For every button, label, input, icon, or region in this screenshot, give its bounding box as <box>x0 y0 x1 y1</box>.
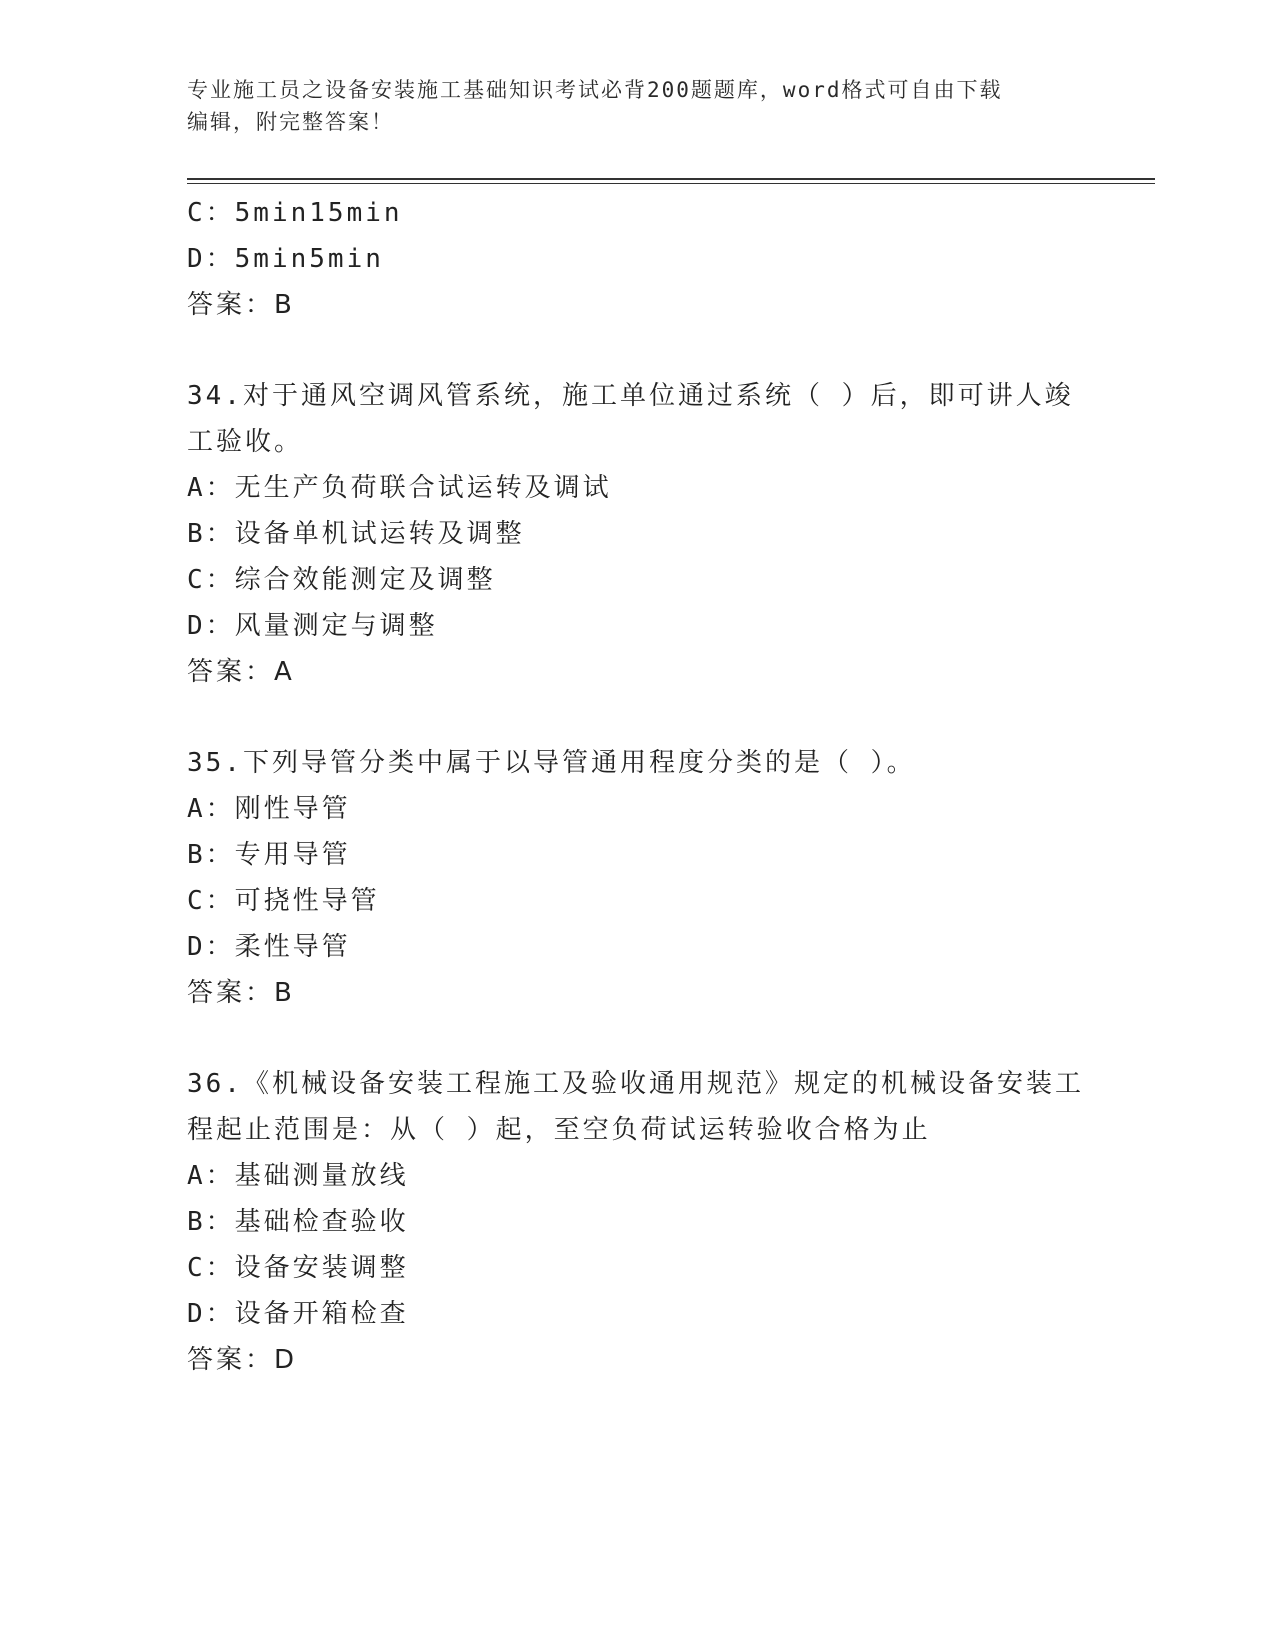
document-header <box>187 74 1087 138</box>
option-d: D：设备开箱检查 <box>187 1299 409 1329</box>
option-c: C：综合效能测定及调整 <box>187 565 496 595</box>
question-stem-line-1: 36.《机械设备安装工程施工及验收通用规范》规定的机械设备安装工 <box>187 1069 1084 1099</box>
header-title-line-1: 专业施工员之设备安装施工基础知识考试必背200题题库，word格式可自由下载 <box>187 78 1003 102</box>
header-divider-thick <box>187 178 1155 180</box>
question-list <box>187 190 1087 1383</box>
option-b: B：设备单机试运转及调整 <box>187 519 525 549</box>
header-divider-thin <box>187 183 1155 184</box>
answer: 答案：B <box>187 290 295 320</box>
option-a: A：基础测量放线 <box>187 1161 409 1191</box>
question-34 <box>187 373 1087 695</box>
option-d: D：5min5min <box>187 244 384 274</box>
question-stem-line-1: 34.对于通风空调风管系统，施工单位通过系统（ ）后，即可讲人竣 <box>187 381 1074 411</box>
question-stem-line-1: 35.下列导管分类中属于以导管通用程度分类的是（ ）。 <box>187 748 916 778</box>
question-36 <box>187 1061 1087 1383</box>
answer: 答案：B <box>187 978 295 1008</box>
spacer <box>187 328 1087 373</box>
option-b: B：基础检查验收 <box>187 1207 409 1237</box>
question-stem-line-2: 工验收。 <box>187 427 304 457</box>
option-b: B：专用导管 <box>187 840 351 870</box>
spacer <box>187 695 1087 740</box>
question-33-continued <box>187 190 1087 328</box>
spacer <box>187 1016 1087 1061</box>
question-35 <box>187 740 1087 1016</box>
option-d: D：风量测定与调整 <box>187 611 438 641</box>
option-c: C：可挠性导管 <box>187 886 380 916</box>
answer: 答案：D <box>187 1345 298 1375</box>
option-c: C：5min15min <box>187 198 403 228</box>
option-a: A：无生产负荷联合试运转及调试 <box>187 473 612 503</box>
question-stem-line-2: 程起止范围是：从（ ）起，至空负荷试运转验收合格为止 <box>187 1115 931 1145</box>
header-title-line-2: 编辑，附完整答案！ <box>187 110 394 134</box>
option-d: D：柔性导管 <box>187 932 351 962</box>
option-a: A：刚性导管 <box>187 794 351 824</box>
answer: 答案：A <box>187 657 295 687</box>
option-c: C：设备安装调整 <box>187 1253 409 1283</box>
